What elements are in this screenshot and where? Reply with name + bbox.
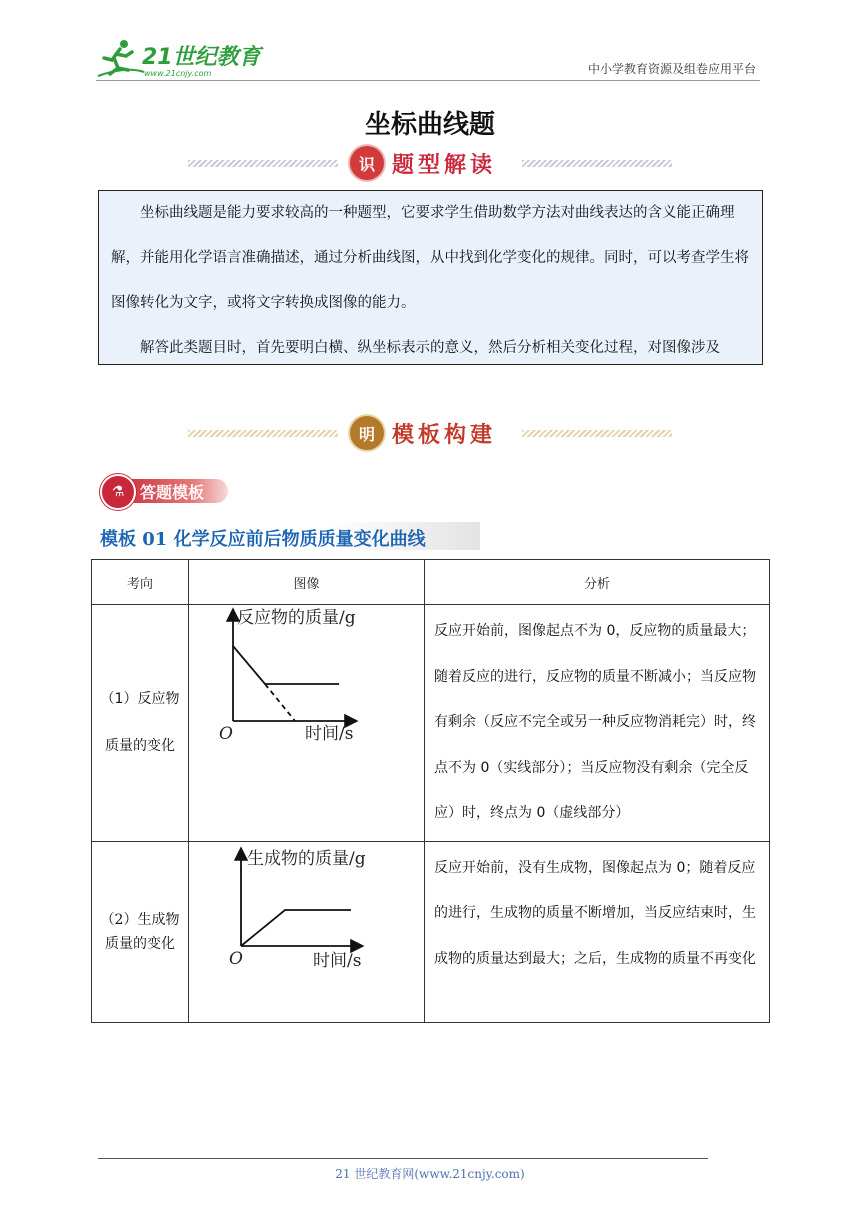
section-banner-question-type xyxy=(180,146,680,182)
header-divider xyxy=(96,80,760,81)
origin-label: O xyxy=(229,948,243,969)
answer-template-tab xyxy=(100,474,232,508)
x-axis-label: 时间/s xyxy=(305,724,354,744)
graph-cell xyxy=(189,605,425,842)
template-table xyxy=(91,559,770,1023)
aspect-line: 质量的变化 xyxy=(105,737,175,754)
banner-stripe xyxy=(188,430,338,437)
table-header-row xyxy=(92,560,770,605)
banner-stripe xyxy=(522,430,672,437)
banner-stripe xyxy=(188,160,338,167)
intro-paragraph: 解答此类题目时，首先要明白横、纵坐标表示的意义，然后分析相关变化过程，对图像涉及 xyxy=(140,340,720,356)
aspect-cell xyxy=(92,841,189,1022)
origin-label: O xyxy=(219,724,233,744)
aspect-cell xyxy=(92,605,189,842)
tab-label: 答题模板 xyxy=(140,483,205,502)
reactant-mass-graph xyxy=(189,605,423,765)
flask-icon: ⚗ xyxy=(100,474,136,510)
aspect-line: （2）生成物 xyxy=(100,911,180,928)
solid-curve xyxy=(241,910,351,946)
table-row xyxy=(92,605,770,842)
template-subheading xyxy=(100,522,480,550)
banner-badge: 明 xyxy=(350,416,384,450)
footer-divider xyxy=(98,1158,708,1159)
site-logo xyxy=(96,36,266,80)
aspect-line: 质量的变化 xyxy=(105,935,175,952)
y-axis-label: 反应物的质量/g xyxy=(237,608,356,628)
logo-url: www.21cnjy.com xyxy=(144,69,212,78)
logo-text: 21世纪教育 xyxy=(142,45,261,70)
footer-text: 21 世纪教育网(www.21cnjy.com) xyxy=(335,1167,525,1181)
page-title: 坐标曲线题 xyxy=(364,110,495,140)
y-axis-label: 生成物的质量/g xyxy=(247,848,366,869)
subheading-text: 模板 01 化学反应前后物质质量变化曲线 xyxy=(100,529,426,550)
runner-icon xyxy=(98,40,144,76)
banner-title: 模板构建 xyxy=(392,422,497,448)
aspect-line: （1）反应物 xyxy=(100,690,180,707)
header-analysis: 分析 xyxy=(425,560,770,605)
intro-box xyxy=(98,190,763,365)
analysis-cell: 反应开始前，没有生成物，图像起点为 0；随着反应的进行，生成物的质量不断增加，当反应结束时，生成物的质量达到最大；之后，生成物的质量不再变化 xyxy=(425,841,770,1022)
solid-curve xyxy=(233,646,339,684)
banner-badge: 识 xyxy=(350,146,384,180)
section-banner-template xyxy=(180,416,680,452)
header-graph: 图像 xyxy=(189,560,425,605)
banner-title: 题型解读 xyxy=(392,152,497,178)
header-aspect: 考向 xyxy=(92,560,189,605)
intro-paragraph: 坐标曲线题是能力要求较高的一种题型，它要求学生借助数学方法对曲线表达的含义能正确理解，并能用化学语言准确描述，通过分析曲线图，从中找到化学变化的规律。同时，可以考查学生将图像转化为文字，或将文字转换成图像的能力。 xyxy=(111,205,749,311)
platform-name: 中小学教育资源及组卷应用平台 xyxy=(587,62,756,76)
product-mass-graph xyxy=(189,842,423,982)
table-row xyxy=(92,841,770,1022)
x-axis-label: 时间/s xyxy=(313,950,362,971)
graph-cell xyxy=(189,841,425,1022)
dashed-curve xyxy=(265,684,295,721)
analysis-cell: 反应开始前，图像起点不为 0，反应物的质量最大；随着反应的进行，反应物的质量不断减小；当反应物有剩余（反应不完全或另一种反应物消耗完）时，终点不为 0（实线部分）；当反应物没有剩余（完全反应）时，终点为 0（虚线部分） xyxy=(425,605,770,842)
banner-stripe xyxy=(522,160,672,167)
